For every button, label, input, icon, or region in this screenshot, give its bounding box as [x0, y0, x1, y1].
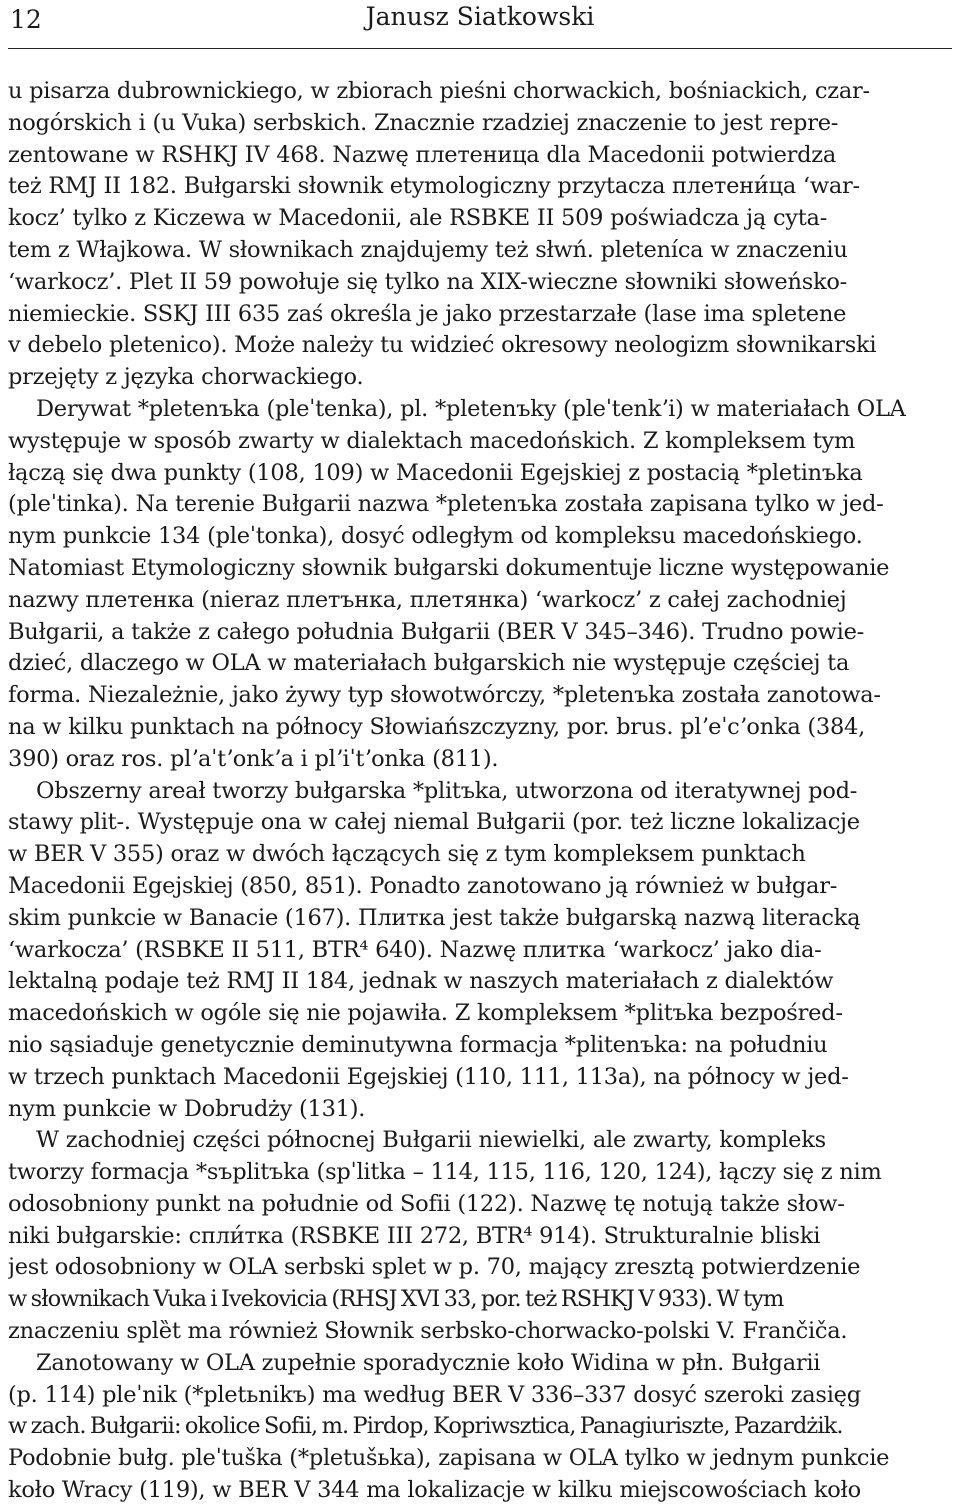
text-line: na w kilku punktach na północy Słowiańszczyzny, por. brus. plʼeˈcʼonka (384,: [8, 713, 866, 740]
page-number: 12: [10, 5, 42, 34]
text-line: przejęty z języka chorwackiego.: [8, 364, 364, 391]
text-line: W zachodniej części północnej Bułgarii niewielki, ale zwarty, kompleks: [36, 1127, 826, 1154]
body-text: [8, 49, 952, 1507]
text-line: (p. 114) pleˈnik (*pletьnikъ) ma według BER V 336–337 dosyć szeroki zasięg: [8, 1381, 861, 1408]
text-line: odosobniony punkt na południe od Sofii (122). Nazwę tę notują także słow-: [8, 1190, 845, 1217]
text-line: tem z Włajkowa. W słownikach znajdujemy też słwń. pleteníca w znaczeniu: [8, 236, 848, 263]
text-line: lektalną podaje też RMJ II 184, jednak w naszych materiałach z dialektów: [8, 968, 834, 995]
text-line: Derywat *pletenъka (pleˈtenka), pl. *pletenъky (pleˈtenkʼi) w materiałach OLA: [36, 395, 906, 422]
text-line: (pleˈtinka). Na terenie Bułgarii nazwa *pletenъka została zapisana tylko w jed-: [8, 491, 884, 518]
text-line: ‘warkocza’ (RSBKE II 511, BTR⁴ 640). Nazwę плитка ‘warkocz’ jako dia-: [8, 936, 822, 963]
text-line: macedońskich w ogóle się nie pojawiła. Z kompleksem *plitъka bezpośred-: [8, 1000, 843, 1027]
text-line: w zach. Bułgarii: okolice Sofii, m. Pirdop, Kopriwsztica, Panagiuriszte, Pazardżik.: [8, 1413, 843, 1440]
text-line: Natomiast Etymologiczny słownik bułgarski dokumentuje liczne występowanie: [8, 554, 890, 581]
text-line: nazwy плетенка (nieraz плетънка, плетянка) ‘warkocz’ z całej zachodniej: [8, 586, 847, 613]
text-line: występuje w sposób zwarty w dialektach macedońskich. Z kompleksem tym: [8, 427, 856, 454]
text-line: w trzech punktach Macedonii Egejskiej (110, 111, 113a), na północy w jed-: [8, 1063, 849, 1090]
text-line: stawy plit-. Występuje ona w całej niemal Bułgarii (por. też liczne lokalizacje: [8, 809, 860, 836]
text-line: nogórskich i (u Vuka) serbskich. Znacznie rzadziej znaczenie to jest repre-: [8, 109, 839, 136]
text-line: koło Wracy (119), w BER V 344 ma lokalizacje w kilku miejscowościach koło: [8, 1477, 861, 1504]
text-line: Podobnie bułg. pleˈtuška (*pletušьka), zapisana w OLA tylko w jednym punkcie: [8, 1445, 890, 1472]
text-line: nio sąsiaduje genetycznie deminutywna formacja *plitenъka: na południu: [8, 1031, 828, 1058]
text-line: skim punkcie w Banacie (167). Плитка jest także bułgarską nazwą literacką: [8, 904, 861, 931]
text-line: też RMJ II 182. Bułgarski słownik etymologiczny przytacza плетени́ца ‘war-: [8, 173, 860, 200]
text-line: niki bułgarskie: спли́тка (RSBKE III 272, BTR⁴ 914). Strukturalnie bliski: [8, 1222, 821, 1249]
text-line: tworzy formacja *sъplitъka (spˈlitka – 114, 115, 116, 120, 124), łączy się z nim: [8, 1159, 882, 1186]
text-line: znaczeniu splȅt ma również Słownik serbsko-chorwacko-polski V. Frančiča.: [8, 1318, 848, 1345]
text-line: 390) oraz ros. plʼaˈtʼonkʼa i plʼiˈtʼonka (811).: [8, 745, 499, 772]
text-line: forma. Niezależnie, jako żywy typ słowotwórczy, *pletenъka została zanotowa-: [8, 682, 881, 709]
text-line: Obszerny areał tworzy bułgarska *plitъka, utworzona od iteratywnej pod-: [36, 777, 858, 804]
page-header: [8, 0, 952, 49]
text-line: nym punkcie w Dobrudży (131).: [8, 1095, 366, 1122]
running-head: Janusz Siatkowski: [365, 2, 595, 31]
text-line: ‘warkocz’. Plet II 59 powołuje się tylko na XIX-wieczne słowniki słoweńsko-: [8, 268, 848, 295]
text-line: w słownikach Vuka i Ivekovicia (RHSJ XVI 33, por. też RSHKJ V 933). W tym: [8, 1286, 784, 1313]
text-line: zentowane w RSHKJ IV 468. Nazwę плетеница dla Macedonii potwierdza: [8, 141, 837, 168]
text-line: łączą się dwa punkty (108, 109) w Macedonii Egejskiej z postacią *pletinъka: [8, 459, 863, 486]
text-line: Macedonii Egejskiej (850, 851). Ponadto zanotowano ją również w bułgar-: [8, 872, 838, 899]
text-line: u pisarza dubrownickiego, w zbiorach pieśni chorwackich, bośniackich, czar-: [8, 78, 870, 104]
text-line: niemieckie. SSKJ III 635 zaś określa je jako przestarzałe (lase ima spletene: [8, 300, 847, 327]
text-line: dzieć, dlaczego w OLA w materiałach bułgarskich nie występuje częściej ta: [8, 650, 850, 677]
text-line: w BER V 355) oraz w dwóch łączących się z tym kompleksem punktach: [8, 841, 806, 868]
text-line: jest odosobniony w OLA serbski splet w p. 70, mający zresztą potwierdzenie: [8, 1254, 861, 1281]
text-line: Zanotowany w OLA zupełnie sporadycznie koło Widina w płn. Bułgarii: [36, 1349, 821, 1376]
text-line: Bułgarii, a także z całego południa Bułgarii (BER V 345–346). Trudno powie-: [8, 618, 865, 645]
text-line: kocz’ tylko z Kiczewa w Macedonii, ale RSBKE II 509 poświadcza ją cyta-: [8, 205, 828, 232]
text-line: v debelo pletenico). Może należy tu widzieć okresowy neologizm słownikarski: [8, 332, 877, 359]
text-line: nym punkcie 134 (pleˈtonka), dosyć odległym od kompleksu macedońskiego.: [8, 523, 863, 550]
